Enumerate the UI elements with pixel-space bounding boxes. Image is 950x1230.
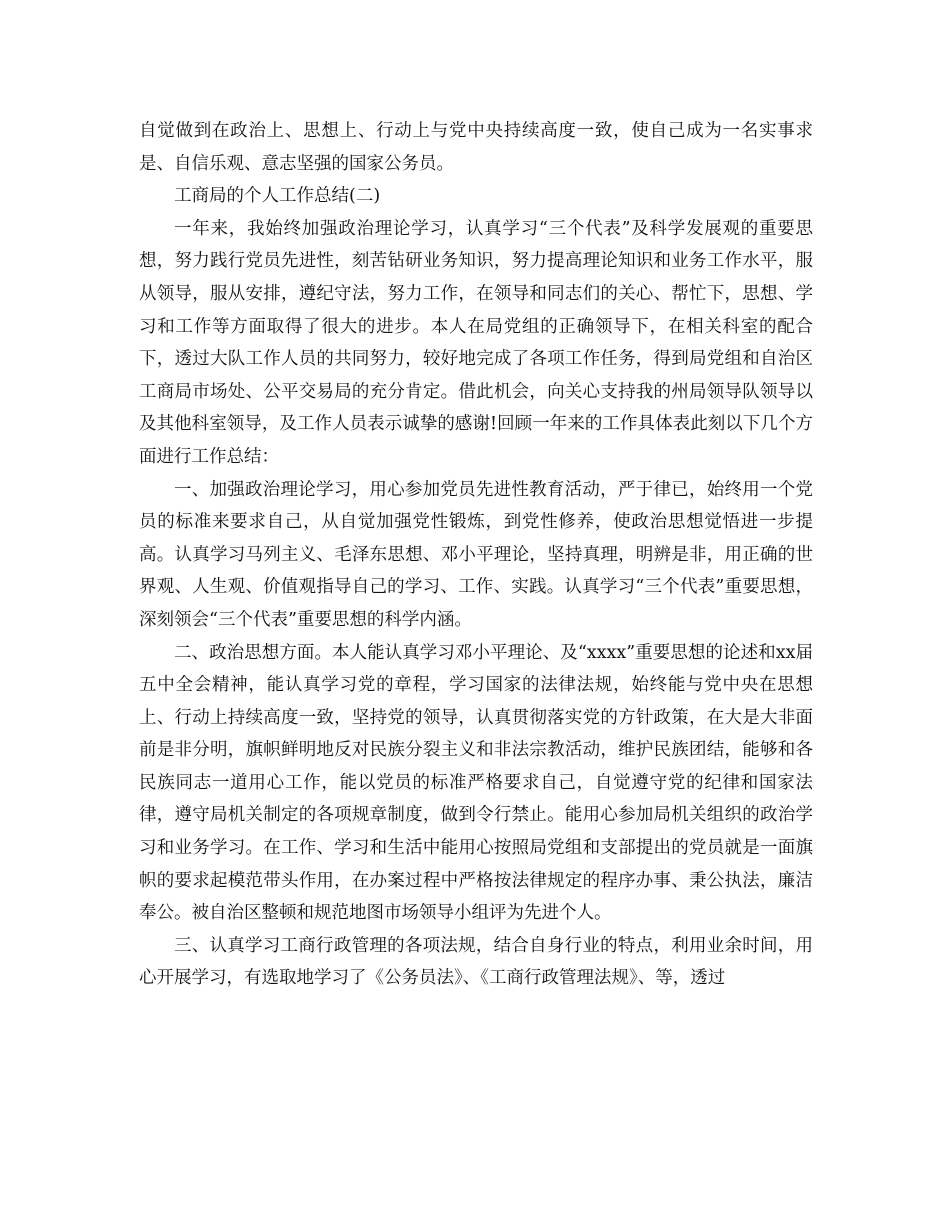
paragraph-point-1: 一、加强政治理论学习，用心参加党员先进性教育活动，严于律已，始终用一个党员的标准来要求自己，从自觉加强党性锻炼，到党性修养，使政治思想觉悟进一步提高。认真学习马列主义、毛泽东思想、邓小平理论，坚持真理，明辨是非，用正确的世界观、人生观、价值观指导自己的学习、工作、实践。认真学习“三个代表”重要思想，深刻领会“三个代表”重要思想的科学内涵。 bbox=[139, 479, 813, 630]
paragraph-point-3: 三、认真学习工商行政管理的各项法规，结合自身行业的特点，利用业余时间，用心开展学习，有选取地学习了《公务员法》、《工商行政管理法规》、等，透过 bbox=[139, 935, 813, 989]
paragraph-intro: 一年来，我始终加强政治理论学习，认真学习“三个代表”及科学发展观的重要思想，努力践行党员先进性，刻苦钻研业务知识，努力提高理论知识和业务工作水平，服从领导，服从安排，遵纪守法，努力工作，在领导和同志们的关心、帮忙下，思想、学习和工作等方面取得了很大的进步。本人在局党组的正确领导下，在相关科室的配合下，透过大队工作人员的共同努力，较好地完成了各项工作任务，得到局党组和自治区工商局市场处、公平交易局的充分肯定。借此机会，向关心支持我的州局领导队领导以及其他科室领导，及工作人员表示诚挚的感谢!回顾一年来的工作具体表此刻以下几个方面进行工作总结： bbox=[139, 218, 813, 467]
paragraph-continuation: 自觉做到在政治上、思想上、行动上与党中央持续高度一致，使自己成为一名实事求是、自信乐观、意志坚强的国家公务员。 bbox=[139, 121, 813, 174]
document-body bbox=[139, 115, 813, 995]
section-title: 工商局的个人工作总结(二) bbox=[174, 186, 381, 207]
paragraph-point-2: 二、政治思想方面。本人能认真学习邓小平理论、及“xxxx”重要思想的论述和xx届五中全会精神，能认真学习党的章程，学习国家的法律法规，始终能与党中央在思想上、行动上持续高度一致，坚持党的领导，认真贯彻落实党的方针政策，在大是大非面前是非分明，旗帜鲜明地反对民族分裂主义和非法宗教活动，维护民族团结，能够和各民族同志一道用心工作，能以党员的标准严格要求自己，自觉遵守党的纪律和国家法律，遵守局机关制定的各项规章制度，做到令行禁止。能用心参加局机关组织的政治学习和业务学习。在工作、学习和生活中能用心按照局党组和支部提出的党员就是一面旗帜的要求起模范带头作用，在办案过程中严格按法律规定的程序办事、秉公执法，廉洁奉公。被自治区整顿和规范地图市场领导小组评为先进个人。 bbox=[139, 642, 813, 924]
